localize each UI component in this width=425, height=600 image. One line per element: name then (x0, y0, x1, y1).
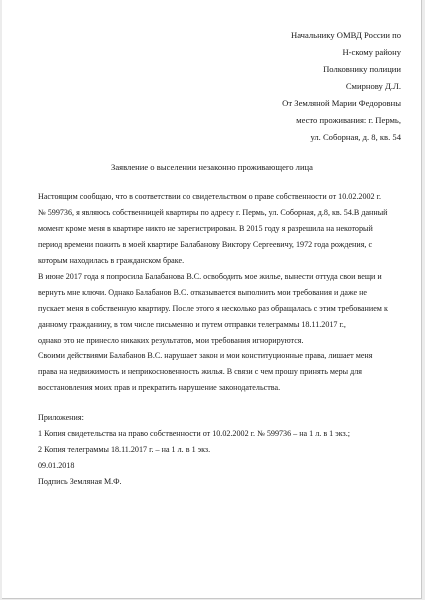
attachment-item-1: 1 Копия свидетельства на право собственности от 10.02.2002 г. № 599736 – на 1 л. в 1 экз.; (38, 429, 351, 438)
header-addressee-position: Начальнику ОМВД России по (290, 30, 401, 40)
body-line: пускает меня в собственную квартиру. После этого я несколько раз обращалась с этим требованием к (38, 304, 388, 313)
document-date: 09.01.2018 (38, 461, 75, 470)
attachments-heading: Приложения: (38, 413, 84, 422)
signature-line: Подпись Земляная М.Ф. (38, 477, 122, 486)
header-addressee-name: Смирнову Д.Л. (345, 81, 401, 91)
attachment-item-2: 2 Копия телеграммы 18.11.2017 г. – на 1 л. в 1 экз. (38, 445, 211, 454)
body-line: В июне 2017 года я попросила Балабанова В.С. освободить мое жилье, вынести оттуда свои вещи и (38, 272, 382, 281)
header-sender-residence: место проживания: г. Пермь, (296, 115, 401, 125)
body-line: однако это не принесло никаких результатов, мои требования игнорируются. (38, 336, 304, 345)
body-line: период времени пожить в моей квартире Балабанову Виктору Сергеевичу, 1972 года рождения, с (38, 240, 373, 249)
header-sender-name: От Земляной Марии Федоровны (282, 98, 401, 108)
header-sender-address: ул. Соборная, д. 8, кв. 54 (310, 132, 401, 142)
body-line: данному гражданину, в том числе письменно и путем отправки телеграммы 18.11.2017 г., (38, 320, 346, 329)
body-line: которым находилась в гражданском браке. (38, 256, 185, 265)
body-line: восстановления моих прав и прекратить нарушение законодательства. (38, 383, 281, 392)
header-addressee-rank: Полковнику полиции (323, 64, 401, 74)
document-page (2, 0, 422, 599)
body-line: Своими действиями Балабанов В.С. нарушает закон и мои конституционные права, лишает меня (38, 351, 373, 360)
body-line: момент кроме меня в квартире никто не зарегистрирован. В 2015 году я разрешила на некоторый (38, 224, 373, 233)
body-line: № 599736, я являюсь собственницей квартиры по адресу г. Пермь, ул. Соборная, д.8, кв. 54.В данный (38, 208, 388, 217)
body-line: Настоящим сообщаю, что в соответствии со свидетельством о праве собственности от 10.02.2002 г. (38, 192, 382, 201)
body-line: вернуть мне ключи. Однако Балабанов В.С. отказывается выполнить мои требования и даже не (38, 288, 368, 297)
header-addressee-district: Н-скому району (342, 47, 401, 57)
body-line: права на недвижимость и неприкосновенность жилья. В связи с чем прошу принять меры для (38, 367, 363, 376)
document-title: Заявление о выселении незаконно проживающего лица (111, 162, 313, 172)
